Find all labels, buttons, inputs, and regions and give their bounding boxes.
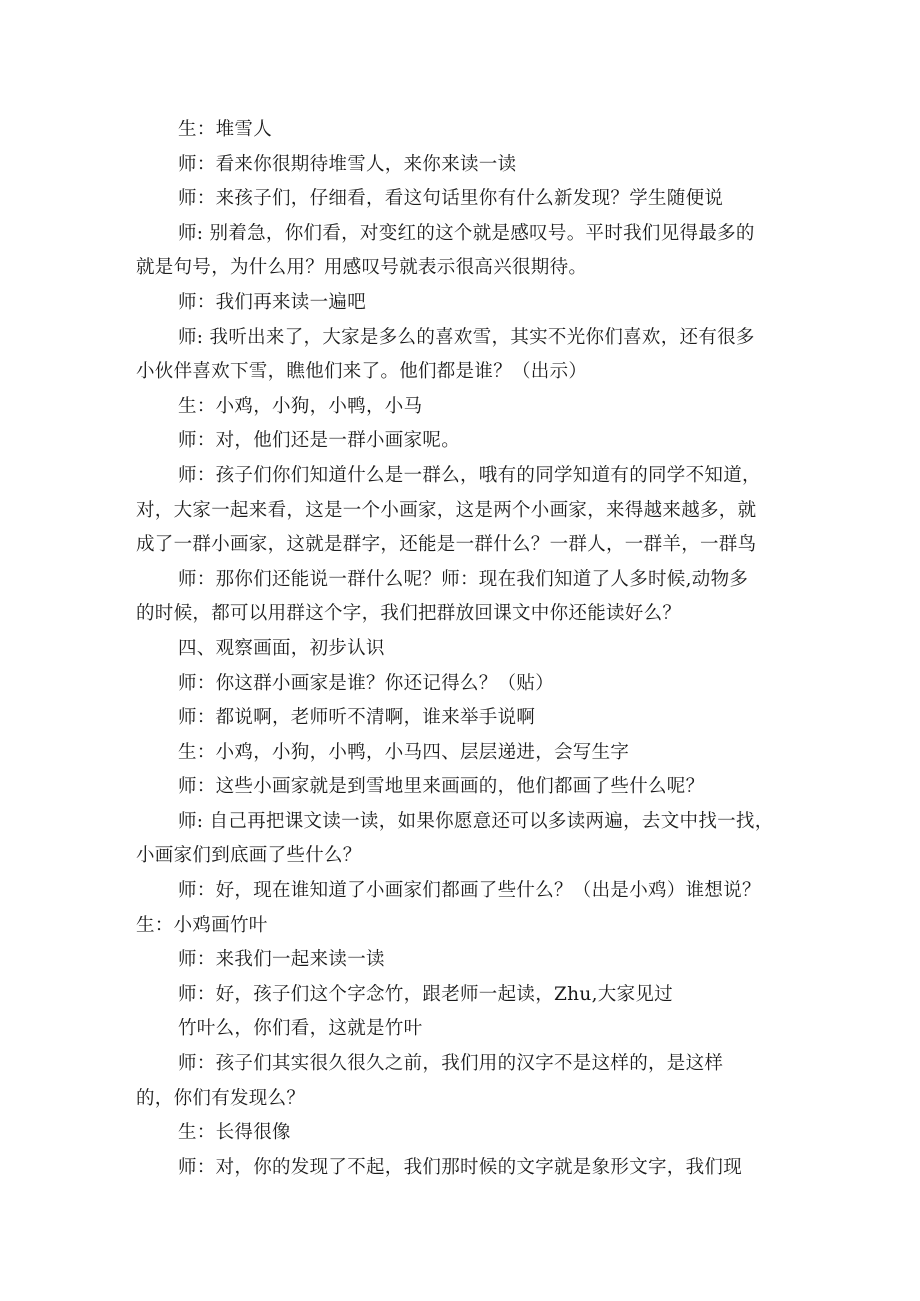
text-line: 师：好，孩子们这个字念竹，跟老师一起读，Zhu,大家见过 [178,983,673,1005]
lesson-transcript [136,113,806,1185]
text-line: 成了一群小画家，这就是群字，还能是一群什么？一群人，一群羊，一群鸟 [136,534,757,556]
text-line: 师: 自己再把课文读一读，如果你愿意还可以多读两遍，去文中找一找， [178,810,774,832]
text-line: 师：对，他们还是一群小画家呢。 [178,430,461,452]
text-line: 师：那你们还能说一群什么呢？师：现在我们知道了人多时候,动物多 [178,568,749,590]
text-line: 师：孩子们其实很久很久之前，我们用的汉字不是这样的，是这样 [178,1053,724,1075]
text-line: 师：对，你的发现了不起，我们那时候的文字就是象形文字，我们现 [178,1156,743,1178]
text-line: 师: 我听出来了，大家是多么的喜欢雪，其实不光你们喜欢，还有很多 [178,326,755,348]
text-line: 师：你这群小画家是谁？你还记得么？（贴） [178,672,555,694]
text-line: 师：好，现在谁知道了小画家们都画了些什么？（出是小鸡）谁想说？ [178,880,761,902]
text-line: 生：小鸡，小狗，小鸭，小马四、层层递进，会写生字 [178,741,630,763]
text-line: 师：来孩子们，仔细看，看这句话里你有什么新发现？学生随便说 [178,188,724,210]
text-line: 生：长得很像 [178,1122,291,1144]
text-line: 四、观察画面，初步认识 [178,637,385,659]
text-line: 师：来我们一起来读一读 [178,949,385,971]
text-line: 生：堆雪人 [178,119,273,140]
text-line: 师：都说啊，老师听不清啊，谁来举手说啊 [178,707,536,729]
text-line: 的时候，都可以用群这个字，我们把群放回课文中你还能读好么？ [136,603,682,625]
text-line: 小伙伴喜欢下雪，瞧他们来了。他们都是谁？（出示） [136,361,588,383]
text-line: 对，大家一起来看，这是一个小画家，这是两个小画家，来得越来越多，就 [136,499,757,521]
text-line: 小画家们到底画了些什么？ [136,845,362,867]
text-line: 生：小鸡画竹叶 [136,914,268,936]
text-line: 师：看来你很期待堆雪人，来你来读一读 [178,153,517,175]
text-line: 师：我们再来读一遍吧 [178,291,367,313]
text-line: 竹叶么，你们看，这就是竹叶 [178,1018,423,1040]
text-line: 生：小鸡，小狗，小鸭，小马 [178,395,423,417]
text-line: 师：这些小画家就是到雪地里来画画的，他们都画了些什么呢？ [178,776,705,798]
text-line: 的，你们有发现么？ [136,1087,306,1109]
text-line: 师: 别着急，你们看，对变红的这个就是感叹号。平时我们见得最多的 [178,222,755,244]
text-line: 师：孩子们你们知道什么是一群么，哦有的同学知道有的同学不知道， [178,464,761,486]
text-line: 就是句号，为什么用？用感叹号就表示很高兴很期待。 [136,257,588,279]
